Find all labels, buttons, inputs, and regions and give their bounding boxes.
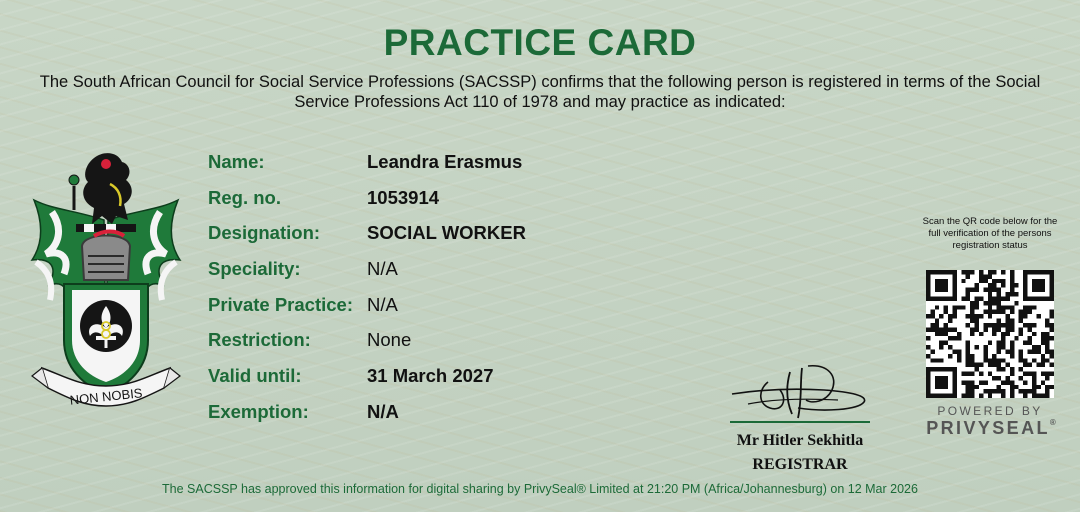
field-designation (208, 215, 526, 251)
field-value: N/A (367, 257, 398, 279)
page-title: PRACTICE CARD (383, 22, 697, 63)
field-value: 1053914 (367, 186, 440, 208)
qr-instruction: Scan the QR code below for the full verification of the persons registration status (922, 216, 1058, 251)
field-name (208, 144, 526, 180)
field-label: Speciality: (208, 257, 301, 279)
field-exemption (208, 394, 526, 430)
field-value: SOCIAL WORKER (367, 222, 526, 244)
field-label: Reg. no. (208, 186, 281, 208)
field-value: None (367, 329, 412, 351)
field-value: 31 March 2027 (367, 364, 494, 386)
registrar-title: REGISTRAR (752, 456, 848, 473)
field-label: Exemption: (208, 400, 309, 422)
field-label: Private Practice: (208, 293, 354, 315)
field-value: N/A (367, 400, 399, 422)
field-valid-until (208, 358, 526, 394)
field-label: Name: (208, 150, 265, 172)
brand-name: PRIVYSEAL (926, 418, 1050, 438)
brand-mark: ® (1049, 418, 1056, 427)
field-restriction (208, 322, 526, 358)
privyseal-logo (918, 418, 1064, 439)
field-label: Restriction: (208, 329, 311, 351)
crest-emblem-icon (24, 150, 188, 412)
details-list (208, 144, 526, 430)
signature-mark-icon (728, 360, 872, 426)
field-value: N/A (367, 293, 398, 315)
field-private-practice (208, 287, 526, 323)
registrar-name: Mr Hitler Sekhitla (736, 432, 864, 449)
field-speciality (208, 251, 526, 287)
field-reg-no (208, 180, 526, 216)
qr-code-icon[interactable] (926, 270, 1054, 398)
footer-disclaimer: The SACSSP has approved this information for digital sharing by PrivySeal® Limited at 21:20 PM (Africa/Johannesburg) on 12 Mar 2026 (162, 482, 918, 496)
signature-line (730, 421, 870, 423)
field-value: Leandra Erasmus (367, 150, 523, 172)
intro-text: The South African Council for Social Service Professions (SACSSP) confirms that the following person is registered in terms of the Social Service Professions Act 110 of 1978 and may practice as indicated: (39, 73, 1041, 111)
field-label: Designation: (208, 222, 321, 244)
crest-motto: NON NOBIS (68, 385, 144, 408)
field-label: Valid until: (208, 364, 302, 386)
powered-by-label: POWERED BY (937, 404, 1043, 418)
